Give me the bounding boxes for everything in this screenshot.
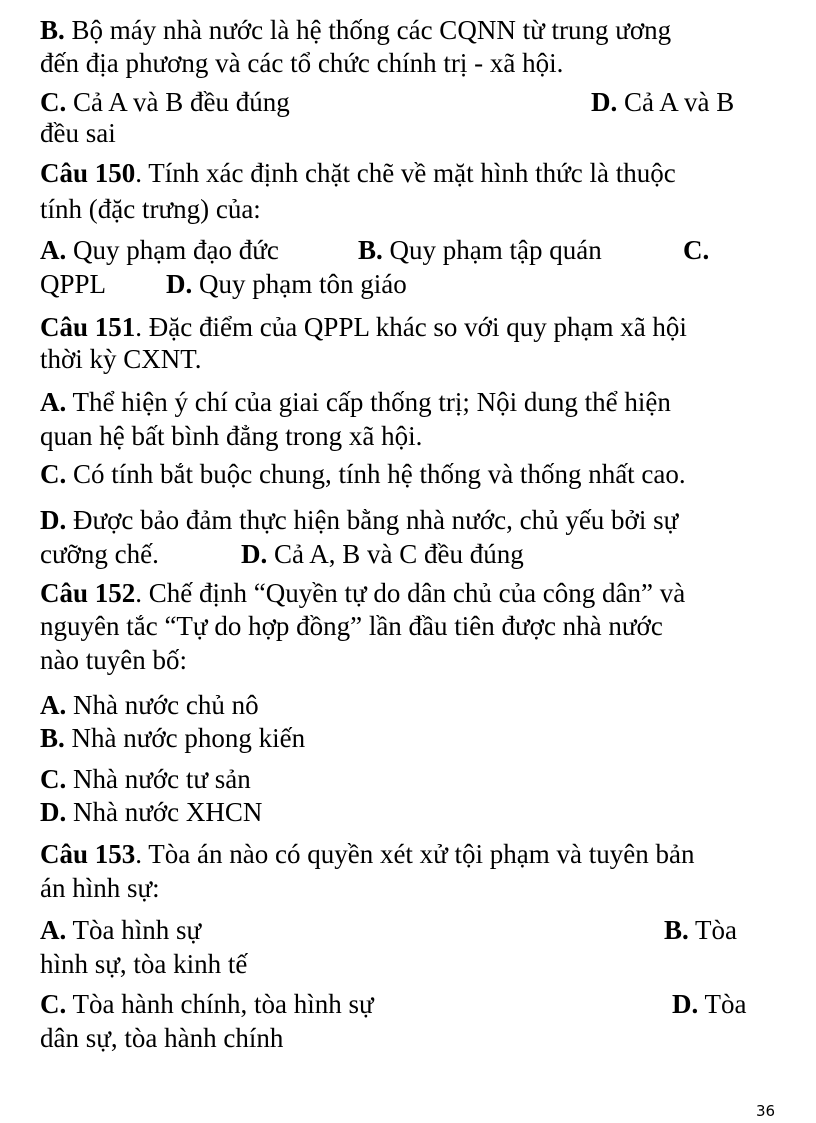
- text-line: [40, 504, 678, 536]
- text-line-column: [358, 234, 602, 266]
- text-line: [40, 689, 259, 721]
- text-line: [40, 386, 671, 418]
- text-span: Nhà nước XHCN: [66, 797, 263, 827]
- text-line: [40, 610, 663, 642]
- text-span: cưỡng chế.: [40, 539, 159, 569]
- text-line-column: [241, 538, 524, 570]
- text-span: Tòa: [698, 989, 747, 1019]
- bold-label: D.: [40, 505, 67, 535]
- text-line: [40, 234, 710, 266]
- text-line: [40, 268, 407, 300]
- text-line: [40, 988, 747, 1020]
- bold-label: Câu 150: [40, 158, 136, 188]
- text-span: . Chế định “Quyền tự do dân chủ của công dân” và: [135, 578, 686, 608]
- bold-label: D.: [241, 539, 268, 569]
- bold-label: C.: [40, 87, 67, 117]
- bold-label: D.: [40, 797, 67, 827]
- bold-label: C.: [40, 764, 67, 794]
- text-line: [40, 872, 160, 904]
- text-line: [40, 311, 687, 343]
- text-line: [40, 644, 187, 676]
- text-span: đều sai: [40, 118, 116, 148]
- text-line-column: [591, 86, 734, 118]
- bold-label: C.: [40, 459, 67, 489]
- text-span: Nhà nước tư sản: [66, 764, 251, 794]
- text-span: Quy phạm tôn giáo: [192, 269, 407, 299]
- text-line: [40, 157, 676, 189]
- text-span: . Tính xác định chặt chẽ về mặt hình thức là thuộc: [135, 158, 676, 188]
- text-line: [40, 538, 524, 570]
- text-span: dân sự, tòa hành chính: [40, 1023, 284, 1053]
- text-line: [40, 343, 202, 375]
- text-line: [40, 763, 251, 795]
- text-line: [40, 14, 671, 46]
- text-span: Được bảo đảm thực hiện bằng nhà nước, chủ yếu bởi sự: [66, 505, 679, 535]
- bold-label: B.: [40, 723, 65, 753]
- text-span: Nhà nước chủ nô: [66, 690, 259, 720]
- text-span: hình sự, tòa kinh tế: [40, 949, 248, 979]
- bold-label: C.: [683, 235, 710, 265]
- bold-label: A.: [40, 690, 67, 720]
- text-span: QPPL: [40, 269, 107, 299]
- text-line: [40, 117, 116, 149]
- text-span: Cả A và B: [617, 87, 735, 117]
- bold-label: D.: [672, 989, 699, 1019]
- page-number: 36: [756, 1102, 776, 1120]
- bold-label: D.: [591, 87, 618, 117]
- text-span: Cả A và B đều đúng: [66, 87, 290, 117]
- text-span: Nhà nước phong kiến: [64, 723, 306, 753]
- text-span: Có tính bắt buộc chung, tính hệ thống và thống nhất cao.: [66, 459, 686, 489]
- bold-label: Câu 153: [40, 839, 136, 869]
- bold-label: Câu 151: [40, 312, 136, 342]
- text-line: [40, 914, 738, 946]
- text-line: [40, 722, 305, 754]
- text-span: quan hệ bất bình đẳng trong xã hội.: [40, 421, 423, 451]
- text-line: [40, 796, 262, 828]
- text-span: Tòa hành chính, tòa hình sự: [66, 989, 374, 1019]
- text-span: Tòa: [688, 915, 738, 945]
- text-span: Thể hiện ý chí của giai cấp thống trị; Nội dung thể hiện: [66, 387, 671, 417]
- text-line-column: [672, 988, 747, 1020]
- bold-label: Câu 152: [40, 578, 136, 608]
- text-span: án hình sự:: [40, 873, 160, 903]
- text-span: tính (đặc trưng) của:: [40, 194, 261, 224]
- text-line: [40, 420, 422, 452]
- text-line: [40, 1022, 283, 1054]
- text-span: thời kỳ CXNT.: [40, 344, 202, 374]
- text-line: [40, 948, 247, 980]
- text-span: . Đặc điểm của QPPL khác so với quy phạm xã hội: [135, 312, 687, 342]
- bold-label: B.: [40, 15, 65, 45]
- text-span: nào tuyên bố:: [40, 645, 187, 675]
- text-line: [40, 47, 563, 79]
- text-span: Cả A, B và C đều đúng: [267, 539, 524, 569]
- text-span: Tòa hình sự: [66, 915, 202, 945]
- bold-label: D.: [166, 269, 193, 299]
- text-span: nguyên tắc “Tự do hợp đồng” lần đầu tiên được nhà nước: [40, 611, 663, 641]
- bold-label: C.: [40, 989, 67, 1019]
- bold-label: A.: [40, 387, 67, 417]
- text-span: đến địa phương và các tổ chức chính trị - xã hội.: [40, 48, 564, 78]
- text-line: [40, 193, 261, 225]
- text-line: [40, 86, 735, 118]
- text-span: Quy phạm đạo đức: [66, 235, 279, 265]
- bold-label: A.: [40, 915, 67, 945]
- text-span: Bộ máy nhà nước là hệ thống các CQNN từ trung ương: [64, 15, 672, 45]
- text-span: . Tòa án nào có quyền xét xử tội phạm và tuyên bản: [135, 839, 695, 869]
- bold-label: B.: [358, 235, 383, 265]
- text-line: [40, 458, 686, 490]
- bold-label: B.: [664, 915, 689, 945]
- text-line-column: [664, 914, 737, 946]
- text-span: Quy phạm tập quán: [382, 235, 602, 265]
- text-line: [40, 838, 695, 870]
- text-line-column: [166, 268, 407, 300]
- text-line-column: [683, 234, 709, 266]
- text-line: [40, 577, 685, 609]
- bold-label: A.: [40, 235, 67, 265]
